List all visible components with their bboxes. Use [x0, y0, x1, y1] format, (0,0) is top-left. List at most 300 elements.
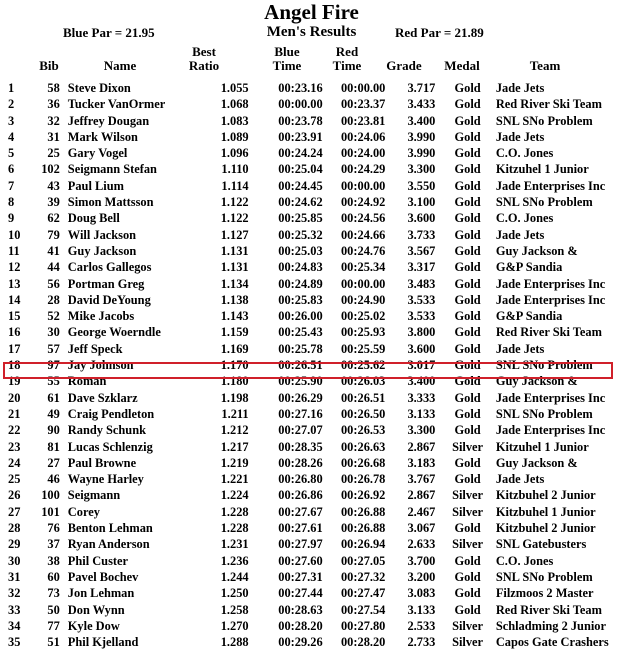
grade-cell: 3.733 [407, 227, 436, 242]
team-cell: Jade Jets [495, 227, 545, 242]
blue-time-cell: 00:28.35 [278, 439, 323, 454]
table-row [6, 439, 623, 455]
name-cell: Tucker VanOrmer [67, 97, 166, 112]
bib-cell: 51 [47, 635, 60, 650]
place-cell: 16 [8, 325, 21, 340]
table-row [6, 145, 623, 161]
medal-cell: Silver [452, 488, 484, 503]
ratio-cell: 1.083 [220, 113, 249, 128]
table-row [6, 553, 623, 569]
medal-cell: Gold [454, 97, 481, 112]
grade-cell: 3.600 [407, 341, 436, 356]
grade-cell: 3.990 [407, 129, 436, 144]
grade-cell: 3.017 [407, 358, 436, 373]
name-cell: Jeffrey Dougan [67, 113, 150, 128]
table-row [6, 259, 623, 275]
team-cell: Jade Jets [495, 81, 545, 95]
bib-cell: 39 [47, 195, 60, 210]
ratio-cell: 1.258 [220, 602, 249, 617]
bib-cell: 101 [41, 504, 60, 519]
blue-time-cell: 00:28.26 [278, 455, 323, 470]
place-cell: 23 [8, 439, 21, 454]
red-time-cell: 00:26.51 [340, 390, 386, 405]
table-row [6, 487, 623, 503]
red-time-cell: 00:27.32 [340, 569, 386, 584]
blue-time-cell: 00:24.24 [278, 146, 323, 161]
red-time-cell: 00:26.03 [340, 374, 386, 389]
table-row [6, 308, 623, 324]
medal-cell: Gold [454, 129, 481, 144]
grade-cell: 3.990 [407, 146, 436, 161]
bib-cell: 62 [47, 211, 60, 226]
ratio-cell: 1.114 [221, 178, 249, 193]
grade-cell: 3.083 [407, 586, 436, 601]
bib-cell: 81 [47, 439, 60, 454]
bib-cell: 27 [47, 455, 60, 470]
table-row [6, 455, 623, 471]
name-cell: Gary Vogel [67, 146, 128, 161]
name-cell: Mark Wilson [67, 129, 138, 144]
medal-cell: Gold [454, 325, 481, 340]
ratio-cell: 1.170 [220, 358, 249, 373]
blue-time-cell: 00:23.91 [278, 129, 323, 144]
ratio-cell: 1.169 [220, 341, 249, 356]
team-cell: Guy Jackson & [495, 455, 578, 470]
blue-time-cell: 00:27.44 [278, 586, 323, 601]
grade-cell: 2.467 [407, 504, 436, 519]
ratio-cell: 1.138 [220, 292, 249, 307]
table-row [6, 276, 623, 292]
bib-cell: 46 [47, 472, 60, 487]
grade-cell: 3.200 [407, 569, 436, 584]
name-cell: Paul Browne [67, 455, 137, 470]
medal-cell: Gold [454, 113, 481, 128]
name-cell: Wayne Harley [67, 472, 144, 487]
blue-time-cell: 00:23.16 [278, 81, 323, 95]
place-cell: 24 [8, 455, 21, 470]
medal-cell: Gold [454, 553, 481, 568]
name-cell: Corey [67, 504, 100, 519]
red-time-cell: 00:26.88 [340, 521, 386, 536]
results-table [6, 80, 623, 650]
name-cell: Pavel Bochev [67, 569, 139, 584]
bib-cell: 79 [47, 227, 60, 242]
name-cell: Jeff Speck [67, 341, 123, 356]
ratio-cell: 1.211 [221, 406, 249, 421]
table-row [6, 210, 623, 226]
table-row [6, 520, 623, 536]
team-cell: Kitzbuhel 1 Junior [495, 504, 596, 519]
grade-cell: 2.533 [407, 618, 436, 633]
medal-cell: Gold [454, 243, 481, 258]
red-time-cell: 00:25.93 [340, 325, 386, 340]
grade-cell: 2.867 [407, 439, 436, 454]
blue-time-cell: 00:00.00 [278, 97, 323, 112]
bib-cell: 77 [47, 618, 60, 633]
team-cell: SNL SNo Problem [495, 113, 593, 128]
grade-cell: 3.317 [407, 260, 436, 275]
bib-cell: 90 [47, 423, 60, 438]
place-cell: 21 [8, 406, 21, 421]
place-cell: 8 [8, 195, 15, 210]
blue-time-cell: 00:25.78 [278, 341, 323, 356]
team-cell: Jade Jets [495, 341, 545, 356]
name-cell: Roman [67, 374, 107, 389]
red-time-cell: 00:26.94 [340, 537, 386, 552]
bib-cell: 41 [47, 243, 60, 258]
team-cell: Jade Enterprises Inc [495, 292, 606, 307]
place-cell: 6 [8, 162, 15, 177]
name-cell: Simon Mattsson [67, 195, 154, 210]
team-cell: Guy Jackson & [495, 374, 578, 389]
red-time-cell: 00:27.05 [340, 553, 386, 568]
table-row [6, 422, 623, 438]
table-row [6, 634, 623, 650]
red-time-cell: 00:24.76 [340, 243, 386, 258]
team-cell: Kitzbuhel 2 Junior [495, 488, 596, 503]
blue-time-cell: 00:24.83 [278, 260, 323, 275]
red-time-cell: 00:27.54 [340, 602, 386, 617]
place-cell: 19 [8, 374, 21, 389]
table-row [6, 585, 623, 601]
grade-cell: 3.567 [407, 243, 436, 258]
medal-cell: Gold [454, 178, 481, 193]
ratio-cell: 1.089 [220, 129, 249, 144]
team-cell: Kitzuhel 1 Junior [495, 162, 589, 177]
blue-time-cell: 00:28.20 [278, 618, 323, 633]
ratio-cell: 1.055 [220, 81, 249, 95]
blue-time-cell: 00:27.31 [278, 569, 323, 584]
ratio-cell: 1.244 [220, 569, 249, 584]
grade-cell: 3.533 [407, 309, 436, 324]
ratio-cell: 1.131 [220, 243, 249, 258]
place-cell: 9 [8, 211, 15, 226]
bib-cell: 43 [47, 178, 60, 193]
team-cell: Jade Jets [495, 129, 545, 144]
team-cell: SNL SNo Problem [495, 406, 593, 421]
medal-cell: Gold [454, 195, 481, 210]
ratio-cell: 1.231 [220, 537, 249, 552]
medal-cell: Gold [454, 472, 481, 487]
grade-cell: 3.400 [407, 113, 436, 128]
name-cell: Carlos Gallegos [67, 260, 152, 275]
grade-cell: 2.733 [407, 635, 436, 650]
blue-time-cell: 00:25.32 [278, 227, 323, 242]
table-row [6, 178, 623, 194]
red-time-cell: 00:24.06 [340, 129, 386, 144]
red-time-cell: 00:24.56 [340, 211, 386, 226]
red-time-cell: 00:24.66 [340, 227, 386, 242]
name-cell: Phil Kjelland [67, 635, 139, 650]
header-medal: Medal [444, 58, 480, 73]
medal-cell: Gold [454, 602, 481, 617]
red-time-cell: 00:00.00 [340, 276, 386, 291]
place-cell: 14 [8, 292, 21, 307]
team-cell: Jade Enterprises Inc [495, 178, 606, 193]
grade-cell: 3.183 [407, 455, 436, 470]
table-row [6, 504, 623, 520]
team-cell: G&P Sandia [495, 260, 563, 275]
table-row [6, 129, 623, 145]
name-cell: Seigmann Stefan [67, 162, 157, 177]
name-cell: Don Wynn [67, 602, 125, 617]
red-time-cell: 00:24.29 [340, 162, 386, 177]
table-row [6, 243, 623, 259]
header-name: Name [103, 58, 137, 73]
ratio-cell: 1.198 [220, 390, 249, 405]
red-time-cell: 00:26.53 [340, 423, 386, 438]
table-row [6, 341, 623, 357]
ratio-cell: 1.159 [220, 325, 249, 340]
blue-time-cell: 00:27.07 [278, 423, 323, 438]
ratio-cell: 1.143 [220, 309, 249, 324]
ratio-cell: 1.096 [220, 146, 249, 161]
bib-cell: 36 [47, 97, 60, 112]
name-cell: Lucas Schlenzig [67, 439, 153, 454]
team-cell: C.O. Jones [495, 146, 554, 161]
place-cell: 17 [8, 341, 21, 356]
name-cell: David DeYoung [67, 292, 151, 307]
medal-cell: Gold [454, 406, 481, 421]
medal-cell: Gold [454, 81, 481, 95]
team-cell: Guy Jackson & [495, 243, 578, 258]
name-cell: Steve Dixon [67, 81, 131, 95]
blue-time-cell: 00:25.43 [278, 325, 323, 340]
ratio-cell: 1.212 [220, 423, 249, 438]
place-cell: 22 [8, 423, 21, 438]
place-cell: 1 [8, 81, 15, 95]
blue-time-cell: 00:24.45 [278, 178, 323, 193]
team-cell: C.O. Jones [495, 211, 554, 226]
team-cell: Filzmoos 2 Master [495, 586, 594, 601]
name-cell: Will Jackson [67, 227, 137, 242]
place-cell: 12 [8, 260, 21, 275]
bib-cell: 102 [41, 162, 60, 177]
ratio-cell: 1.134 [220, 276, 249, 291]
medal-cell: Gold [454, 162, 481, 177]
name-cell: Ryan Anderson [67, 537, 150, 552]
blue-time-cell: 00:25.04 [278, 162, 323, 177]
table-row [6, 618, 623, 634]
grade-cell: 3.300 [407, 423, 436, 438]
blue-time-cell: 00:28.63 [278, 602, 323, 617]
place-cell: 13 [8, 276, 21, 291]
table-row [6, 602, 623, 618]
team-cell: Red River Ski Team [495, 325, 602, 340]
team-cell: Jade Jets [495, 472, 545, 487]
grade-cell: 3.767 [407, 472, 436, 487]
grade-cell: 3.433 [407, 97, 436, 112]
grade-cell: 3.700 [407, 553, 436, 568]
table-row [6, 357, 623, 373]
team-cell: Red River Ski Team [495, 602, 602, 617]
blue-time-cell: 00:25.90 [278, 374, 323, 389]
place-cell: 27 [8, 504, 21, 519]
blue-par: Blue Par = 21.95 [63, 25, 155, 40]
red-time-cell: 00:24.90 [340, 292, 386, 307]
red-time-cell: 00:26.68 [340, 455, 386, 470]
grade-cell: 3.300 [407, 162, 436, 177]
name-cell: Jay Johnson [67, 358, 134, 373]
medal-cell: Gold [454, 390, 481, 405]
medal-cell: Gold [454, 260, 481, 275]
grade-cell: 3.333 [407, 390, 436, 405]
grade-cell: 3.550 [407, 178, 436, 193]
bib-cell: 49 [47, 406, 60, 421]
name-cell: Craig Pendleton [67, 406, 155, 421]
blue-time-cell: 00:27.67 [278, 504, 323, 519]
red-time-cell: 00:26.92 [340, 488, 386, 503]
table-row [6, 406, 623, 422]
table-row [6, 80, 623, 96]
name-cell: George Woerndle [67, 325, 161, 340]
red-time-cell: 00:27.47 [340, 586, 386, 601]
medal-cell: Gold [454, 423, 481, 438]
place-cell: 34 [8, 618, 21, 633]
bib-cell: 97 [47, 358, 60, 373]
grade-cell: 3.717 [407, 81, 436, 95]
red-time-cell: 00:23.81 [340, 113, 386, 128]
team-cell: Kitzuhel 1 Junior [495, 439, 589, 454]
name-cell: Kyle Dow [67, 618, 120, 633]
ratio-cell: 1.068 [220, 97, 249, 112]
team-cell: Jade Enterprises Inc [495, 390, 606, 405]
grade-cell: 3.600 [407, 211, 436, 226]
team-cell: Jade Enterprises Inc [495, 423, 606, 438]
header-best-ratio: Best Ratio [188, 44, 220, 73]
header-team: Team [529, 58, 561, 73]
blue-time-cell: 00:26.86 [278, 488, 323, 503]
team-cell: G&P Sandia [495, 309, 563, 324]
blue-time-cell: 00:24.62 [278, 195, 323, 210]
medal-cell: Gold [454, 586, 481, 601]
grade-cell: 3.483 [407, 276, 436, 291]
grade-cell: 3.400 [407, 374, 436, 389]
red-time-cell: 00:26.88 [340, 504, 386, 519]
medal-cell: Gold [454, 521, 481, 536]
ratio-cell: 1.122 [220, 211, 249, 226]
red-time-cell: 00:00.00 [340, 178, 386, 193]
header-blue-time: Blue Time [272, 44, 302, 73]
table-row [6, 373, 623, 389]
name-cell: Portman Greg [67, 276, 145, 291]
grade-cell: 3.133 [407, 602, 436, 617]
team-cell: SNL SNo Problem [495, 569, 593, 584]
team-cell: SNL SNo Problem [495, 195, 593, 210]
grade-cell: 2.633 [407, 537, 436, 552]
name-cell: Guy Jackson [67, 243, 137, 258]
ratio-cell: 1.288 [220, 635, 249, 650]
blue-time-cell: 00:27.60 [278, 553, 323, 568]
name-cell: Dave Szklarz [67, 390, 138, 405]
red-time-cell: 00:23.37 [340, 97, 386, 112]
blue-time-cell: 00:23.78 [278, 113, 323, 128]
grade-cell: 3.067 [407, 521, 436, 536]
name-cell: Jon Lehman [67, 586, 135, 601]
name-cell: Paul Lium [67, 178, 124, 193]
medal-cell: Gold [454, 146, 481, 161]
name-cell: Benton Lehman [67, 521, 153, 536]
bib-cell: 55 [47, 374, 60, 389]
blue-time-cell: 00:27.16 [278, 406, 323, 421]
red-time-cell: 00:25.62 [340, 358, 386, 373]
bib-cell: 37 [47, 537, 60, 552]
place-cell: 7 [8, 178, 15, 193]
medal-cell: Gold [454, 227, 481, 242]
table-row [6, 390, 623, 406]
table-row [6, 96, 623, 112]
grade-cell: 3.100 [407, 195, 436, 210]
ratio-cell: 1.228 [220, 504, 249, 519]
red-time-cell: 00:24.92 [340, 195, 386, 210]
ratio-cell: 1.122 [220, 195, 249, 210]
place-cell: 18 [8, 358, 21, 373]
name-cell: Randy Schunk [67, 423, 146, 438]
place-cell: 15 [8, 309, 21, 324]
bib-cell: 32 [47, 113, 60, 128]
blue-time-cell: 00:25.03 [278, 243, 323, 258]
name-cell: Doug Bell [67, 211, 120, 226]
place-cell: 10 [8, 227, 21, 242]
team-cell: Kitzbuhel 2 Junior [495, 521, 596, 536]
bib-cell: 60 [47, 569, 60, 584]
place-cell: 29 [8, 537, 21, 552]
header-grade: Grade [386, 58, 422, 73]
place-cell: 4 [8, 129, 15, 144]
table-row [6, 569, 623, 585]
place-cell: 3 [8, 113, 15, 128]
ratio-cell: 1.217 [220, 439, 249, 454]
grade-cell: 3.533 [407, 292, 436, 307]
bib-cell: 28 [47, 292, 60, 307]
table-row [6, 194, 623, 210]
table-row [6, 113, 623, 129]
red-time-cell: 00:25.34 [340, 260, 386, 275]
medal-cell: Gold [454, 569, 481, 584]
team-cell: SNL SNo Problem [495, 358, 593, 373]
place-cell: 33 [8, 602, 21, 617]
blue-time-cell: 00:26.29 [278, 390, 323, 405]
ratio-cell: 1.236 [220, 553, 249, 568]
red-time-cell: 00:26.63 [340, 439, 386, 454]
place-cell: 30 [8, 553, 21, 568]
blue-time-cell: 00:27.97 [278, 537, 323, 552]
medal-cell: Gold [454, 455, 481, 470]
place-cell: 28 [8, 521, 21, 536]
team-cell: Jade Enterprises Inc [495, 276, 606, 291]
bib-cell: 31 [47, 129, 60, 144]
bib-cell: 50 [47, 602, 60, 617]
ratio-cell: 1.224 [220, 488, 249, 503]
medal-cell: Silver [452, 504, 484, 519]
bib-cell: 57 [47, 341, 60, 356]
team-cell: SNL Gatebusters [495, 537, 587, 552]
blue-time-cell: 00:27.61 [278, 521, 323, 536]
red-time-cell: 00:27.80 [340, 618, 386, 633]
table-row [6, 324, 623, 340]
place-cell: 31 [8, 569, 21, 584]
ratio-cell: 1.221 [220, 472, 249, 487]
medal-cell: Gold [454, 309, 481, 324]
red-time-cell: 00:26.50 [340, 406, 386, 421]
place-cell: 2 [8, 97, 15, 112]
ratio-cell: 1.110 [221, 162, 249, 177]
place-cell: 11 [8, 243, 20, 258]
medal-cell: Gold [454, 211, 481, 226]
medal-cell: Gold [454, 374, 481, 389]
blue-time-cell: 00:25.83 [278, 292, 323, 307]
page-title: Angel Fire [264, 0, 359, 24]
